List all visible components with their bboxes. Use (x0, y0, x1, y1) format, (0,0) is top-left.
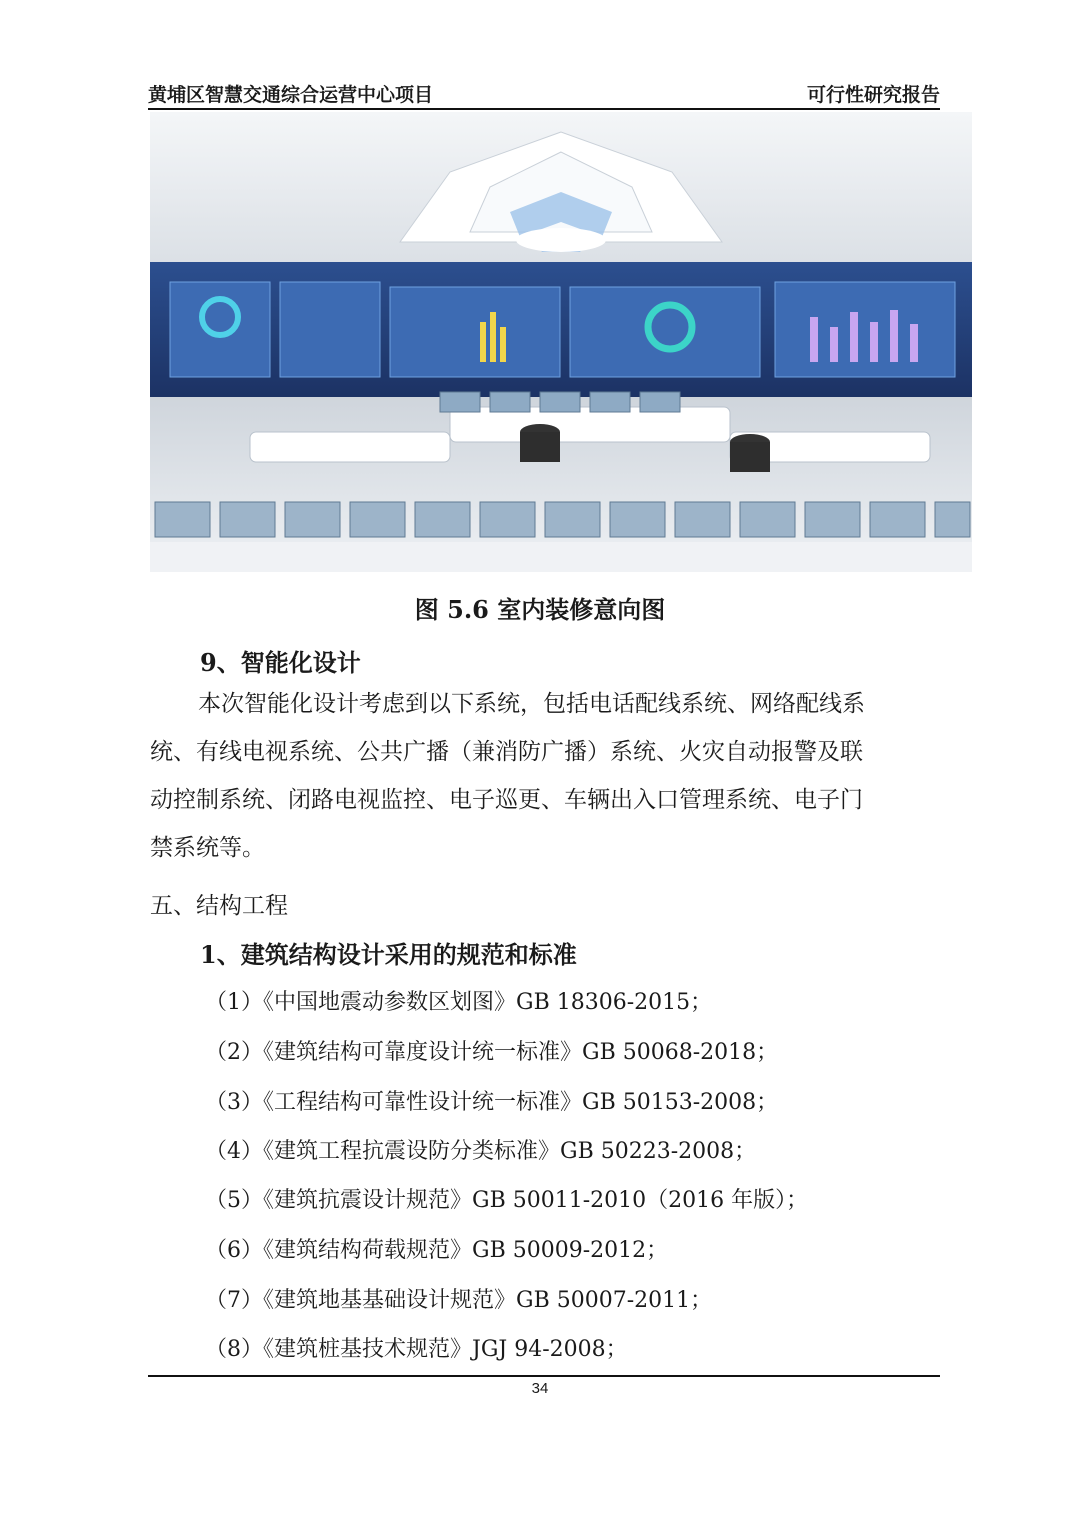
chapter-heading-structure: 五、结构工程 (150, 893, 288, 919)
page-header (148, 78, 940, 110)
control-room-illustration (150, 112, 972, 572)
section-heading-smart-design: 9、智能化设计 (200, 648, 361, 677)
standard-item: （8）《建筑桩基技术规范》JGJ 94-2008； (205, 1337, 628, 1362)
paragraph-line: 动控制系统、闭路电视监控、电子巡更、车辆出入口管理系统、电子门 (150, 787, 863, 813)
header-project-title: 黄埔区智慧交通综合运营中心项目 (148, 84, 434, 106)
standard-item: （6）《建筑结构荷载规范》GB 50009-2012； (205, 1238, 669, 1263)
page-number: 34 (531, 1380, 549, 1397)
standard-item: （1）《中国地震动参数区划图》GB 18306-2015； (205, 990, 713, 1015)
standard-item: （2）《建筑结构可靠度设计统一标准》GB 50068-2018； (205, 1040, 779, 1065)
footer-rule (148, 1375, 940, 1377)
header-report-type: 可行性研究报告 (806, 84, 940, 106)
smart-design-paragraph (150, 680, 940, 872)
standard-item: （3）《工程结构可靠性设计统一标准》GB 50153-2008； (205, 1090, 779, 1115)
interior-design-figure (150, 112, 972, 572)
standard-item: （4）《建筑工程抗震设防分类标准》GB 50223-2008； (205, 1139, 757, 1164)
figure-caption: 图 5.6 室内装修意向图 (414, 595, 666, 624)
paragraph-line: 禁系统等。 (150, 835, 265, 861)
paragraph-line: 统、有线电视系统、公共广播（兼消防广播）系统、火灾自动报警及联 (150, 739, 863, 765)
standard-item: （7）《建筑地基基础设计规范》GB 50007-2011； (205, 1288, 713, 1313)
standard-item: （5）《建筑抗震设计规范》GB 50011-2010（2016 年版）； (205, 1188, 809, 1213)
paragraph-line: 本次智能化设计考虑到以下系统，包括电话配线系统、网络配线系 (198, 691, 865, 717)
subheading-standards: 1、建筑结构设计采用的规范和标准 (200, 940, 577, 969)
